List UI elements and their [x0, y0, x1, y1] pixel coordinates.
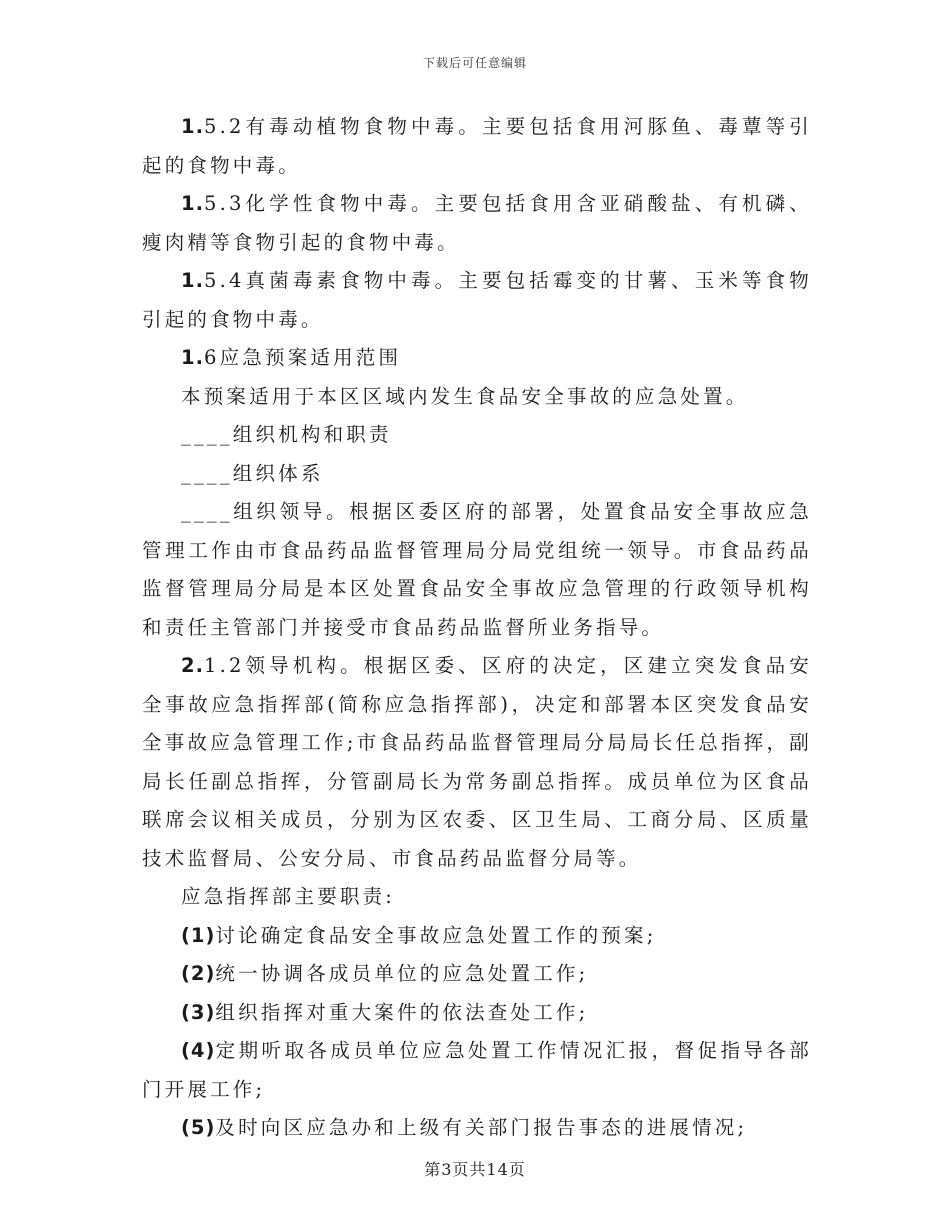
paragraph-text: 5.3化学性食物中毒。主要包括食用含亚硝酸盐、有机磷、瘦肉精等食物引起的食物中毒。 — [142, 192, 812, 254]
list-item-marker: (1) — [181, 923, 216, 947]
paragraph-lead: 2. — [181, 654, 204, 677]
list-item-marker: (3) — [181, 1000, 216, 1024]
paragraph-scope — [142, 378, 812, 417]
paragraph-text: 本预案适用于本区区域内发生食品安全事故的应急处置。 — [181, 384, 749, 408]
paragraph-text: ____组织机构和职责 — [181, 423, 392, 446]
list-item-marker: (5) — [181, 1116, 216, 1139]
list-item-duty-1 — [142, 917, 812, 956]
list-item-text: 组织指挥对重大案件的依法查处工作; — [215, 1000, 589, 1024]
list-item-text: 讨论确定食品安全事故应急处置工作的预案; — [215, 923, 657, 947]
paragraph-duties-heading — [142, 878, 812, 917]
list-item-duty-3 — [142, 994, 812, 1033]
paragraph-2-1-2 — [142, 647, 812, 878]
paragraph-1-5-4 — [142, 262, 812, 339]
list-item-text: 定期听取各成员单位应急处置工作情况汇报，督促指导各部门开展工作; — [142, 1039, 812, 1101]
paragraph-lead: 1. — [181, 192, 204, 215]
paragraph-text: 应急指挥部主要职责: — [181, 885, 396, 908]
paragraph-text: ____组织领导。根据区委区府的部署，处置食品安全事故应急管理工作由市食品药品监督管理局分局党组统一领导。市食品药品监督管理局分局是本区处置食品安全事故应急管理的行政领导机构和责任主管部门并接受市食品药品监督所业务指导。 — [142, 500, 812, 639]
list-item-marker: (2) — [181, 962, 216, 985]
paragraph-text: ____组织体系 — [181, 461, 324, 485]
paragraph-org-leadership — [142, 493, 812, 647]
paragraph-org-heading — [142, 416, 812, 455]
page-number-footer: 第3页共14页 — [424, 1160, 526, 1179]
list-item-duty-4 — [142, 1032, 812, 1109]
document-body — [142, 108, 812, 1148]
list-item-duty-2 — [142, 955, 812, 994]
paragraph-org-system — [142, 455, 812, 494]
page-header-note: 下载后可任意编辑 — [422, 56, 527, 70]
list-item-text: 及时向区应急办和上级有关部门报告事态的进展情况; — [215, 1116, 748, 1139]
paragraph-1-5-3 — [142, 185, 812, 262]
list-item-duty-5 — [142, 1109, 812, 1148]
paragraph-lead: 1. — [181, 269, 204, 292]
paragraph-1-5-2 — [142, 108, 812, 185]
list-item-marker: (4) — [181, 1039, 216, 1062]
paragraph-text: 1.2领导机构。根据区委、区府的决定，区建立突发食品安全事故应急指挥部(简称应急指挥部)，决定和部署本区突发食品安全事故应急管理工作;市食品药品监督管理局分局局长任总指挥，副局长任副总指挥，分管副局长为常务副总指挥。成员单位为区食品联席会议相关成员，分别为区农委、区卫生局、工商分局、区质量技术监督局、公安分局、市食品药品监督分局等。 — [142, 654, 812, 870]
paragraph-lead: 1. — [181, 346, 204, 369]
list-item-text: 统一协调各成员单位的应急处置工作; — [215, 962, 589, 985]
paragraph-1-6-heading — [142, 339, 812, 378]
paragraph-lead: 1. — [181, 115, 204, 138]
paragraph-text: 6应急预案适用范围 — [203, 346, 402, 369]
paragraph-text: 5.4真菌毒素食物中毒。主要包括霉变的甘薯、玉米等食物引起的食物中毒。 — [142, 269, 812, 331]
paragraph-text: 5.2有毒动植物食物中毒。主要包括食用河豚鱼、毒蕈等引起的食物中毒。 — [142, 115, 812, 177]
